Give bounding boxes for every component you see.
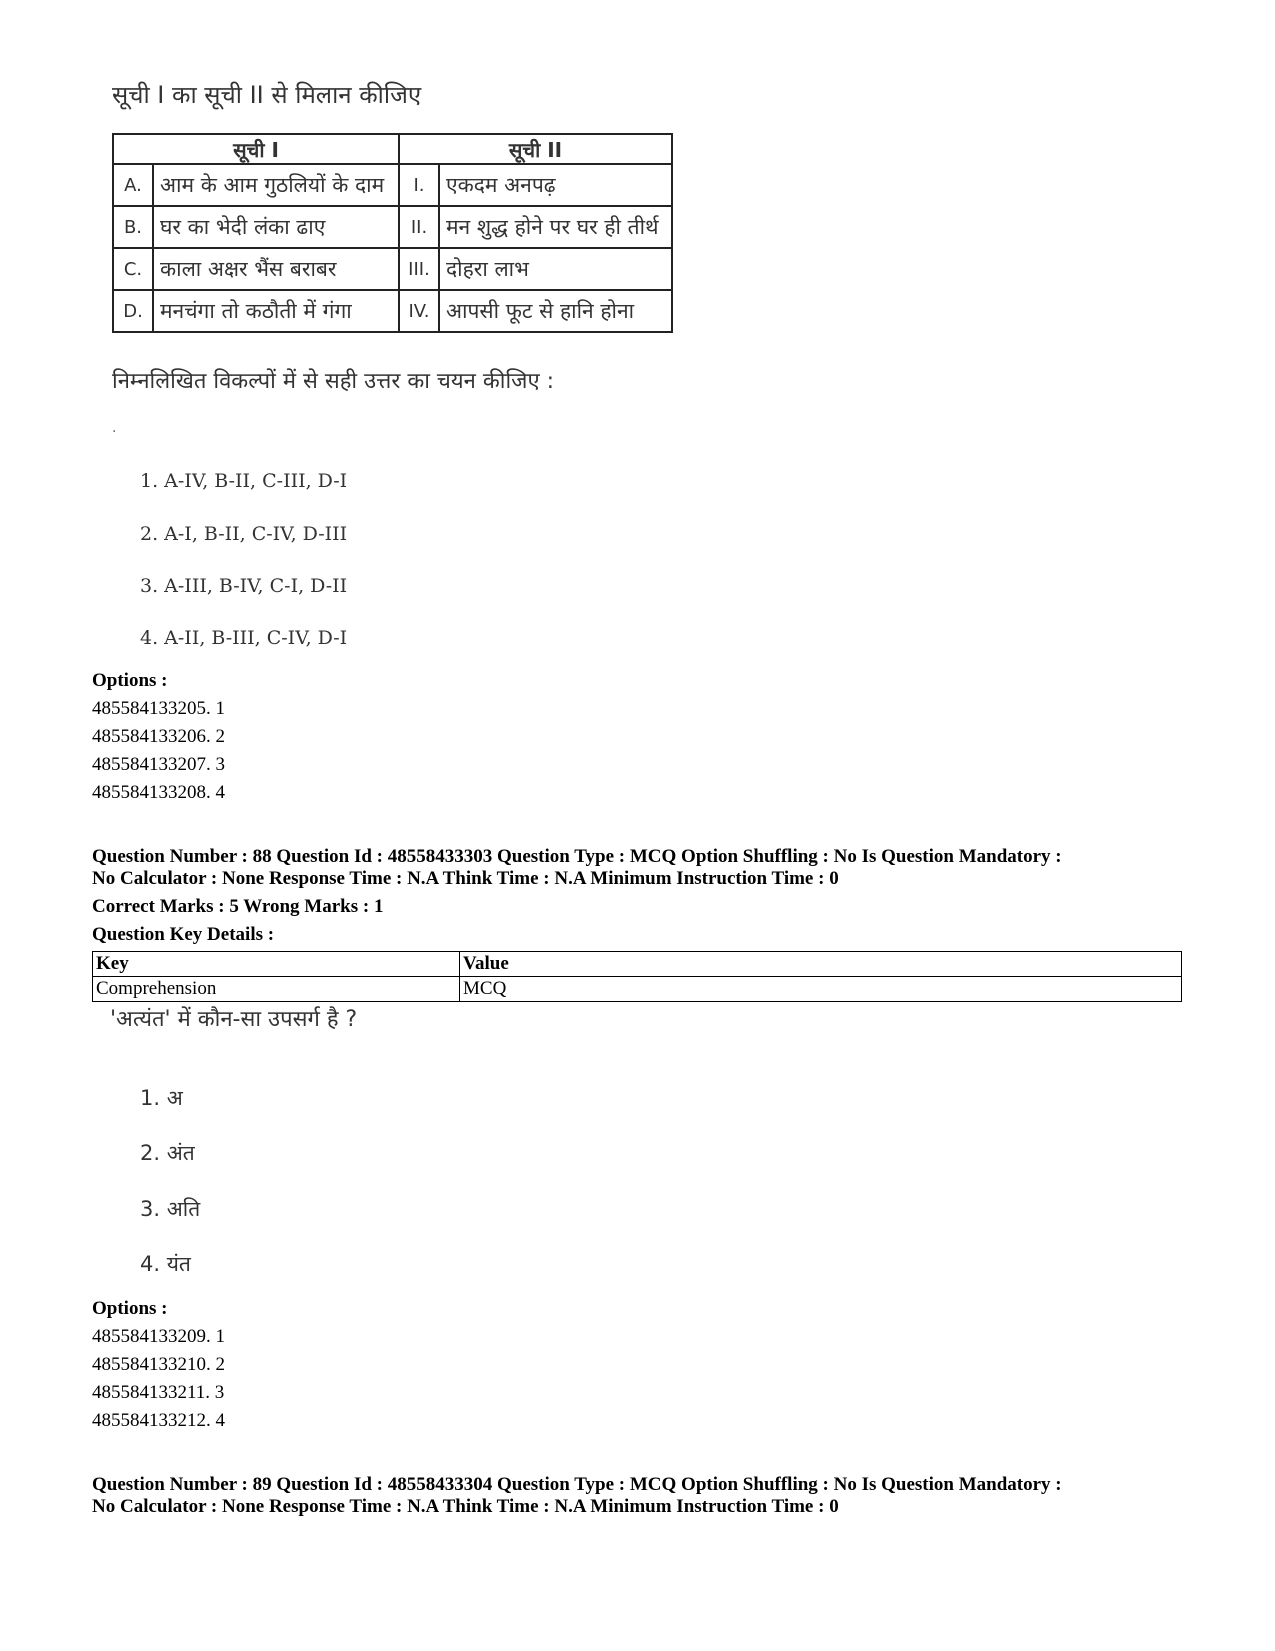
option-id-4: 485584133212. 4 (92, 1410, 225, 1431)
choice-2: 2. A-I, B-II, C-IV, D-III (140, 523, 348, 545)
key-table-header-row (93, 952, 1182, 977)
question-88-title: 'अत्यंत' में कौन-सा उपसर्ग है ? (110, 1007, 358, 1032)
list-1-item: आम के आम गुठलियों के दाम (153, 164, 399, 206)
row-label: II. (399, 206, 439, 248)
question-header-line1: Question Number : 89 Question Id : 48558433304 Question Type : MCQ Option Shuffling : No Is Question Mandatory : (92, 1474, 1062, 1495)
option-id-3: 485584133211. 3 (92, 1382, 225, 1403)
option-id-1: 485584133205. 1 (92, 698, 225, 719)
option-id-3: 485584133207. 3 (92, 754, 225, 775)
match-table-row (113, 164, 672, 206)
choice-3: 3. A-III, B-IV, C-I, D-II (140, 575, 348, 597)
option-id-2: 485584133210. 2 (92, 1354, 225, 1375)
options-label: Options : (92, 670, 168, 691)
list-1-item: घर का भेदी लंका ढाए (153, 206, 399, 248)
list-2-item: एकदम अनपढ़ (439, 164, 672, 206)
key-details-table (92, 951, 1182, 1002)
row-label: B. (113, 206, 153, 248)
list-1-item: मनचंगा तो कठौती में गंगा (153, 290, 399, 332)
row-label: IV. (399, 290, 439, 332)
choice-4: 4. यंत (140, 1252, 191, 1276)
match-instruction: निम्नलिखित विकल्पों में से सही उत्तर का चयन कीजिए : (112, 369, 555, 394)
choice-1: 1. अ (140, 1086, 183, 1110)
match-table-row (113, 290, 672, 332)
stray-dot: . (112, 420, 117, 436)
value-cell: MCQ (460, 977, 1182, 1002)
row-label: D. (113, 290, 153, 332)
match-table (112, 133, 673, 333)
choice-1: 1. A-IV, B-II, C-III, D-I (140, 470, 348, 492)
list-2-header: सूची II (399, 134, 672, 164)
key-details-label: Question Key Details : (92, 924, 275, 945)
choice-3: 3. अति (140, 1197, 201, 1221)
option-id-2: 485584133206. 2 (92, 726, 225, 747)
list-1-header: सूची I (113, 134, 399, 164)
list-2-item: मन शुद्ध होने पर घर ही तीर्थ (439, 206, 672, 248)
list-2-item: आपसी फूट से हानि होना (439, 290, 672, 332)
list-2-item: दोहरा लाभ (439, 248, 672, 290)
marks-line: Correct Marks : 5 Wrong Marks : 1 (92, 896, 384, 917)
question-header-line1: Question Number : 88 Question Id : 48558433303 Question Type : MCQ Option Shuffling : No Is Question Mandatory : (92, 846, 1062, 867)
value-header: Value (460, 952, 1182, 977)
key-table-row (93, 977, 1182, 1002)
key-cell: Comprehension (93, 977, 460, 1002)
row-label: III. (399, 248, 439, 290)
match-table-header-row (113, 134, 672, 164)
choice-2: 2. अंत (140, 1141, 195, 1165)
question-header-line2: No Calculator : None Response Time : N.A Think Time : N.A Minimum Instruction Time : 0 (92, 868, 839, 889)
match-table-row (113, 206, 672, 248)
list-1-item: काला अक्षर भैंस बराबर (153, 248, 399, 290)
option-id-4: 485584133208. 4 (92, 782, 225, 803)
row-label: C. (113, 248, 153, 290)
match-table-row (113, 248, 672, 290)
options-label: Options : (92, 1298, 168, 1319)
option-id-1: 485584133209. 1 (92, 1326, 225, 1347)
row-label: I. (399, 164, 439, 206)
match-question-title: सूची I का सूची II से मिलान कीजिए (112, 81, 422, 109)
choice-4: 4. A-II, B-III, C-IV, D-I (140, 627, 348, 649)
key-header: Key (93, 952, 460, 977)
row-label: A. (113, 164, 153, 206)
question-header-line2: No Calculator : None Response Time : N.A Think Time : N.A Minimum Instruction Time : 0 (92, 1496, 839, 1517)
